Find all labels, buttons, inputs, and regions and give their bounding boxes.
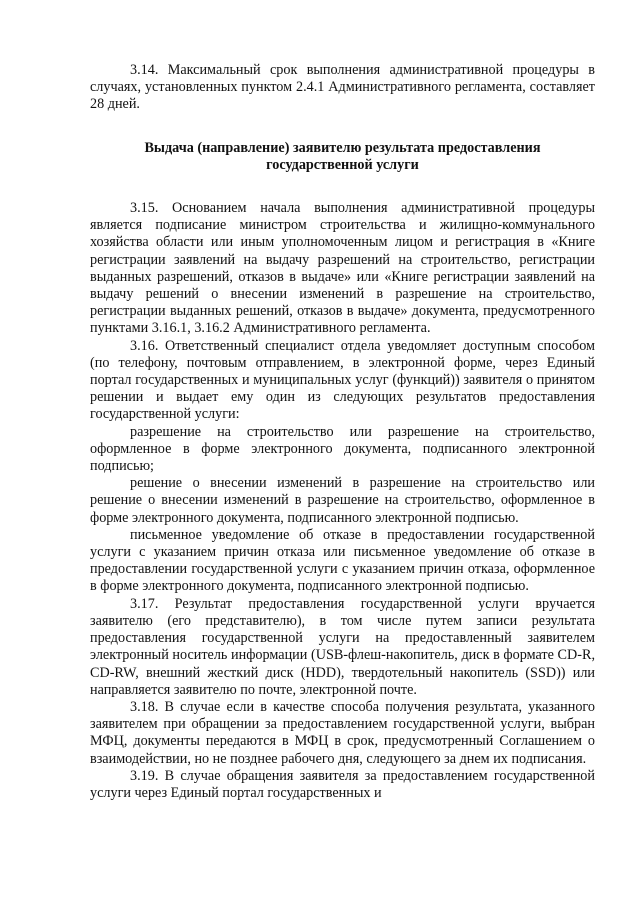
paragraph-3-17: 3.17. Результат предоставления государственной услуги вручается заявителю (его представителю), в том числе путем записи результата предоставления государственной услуги на предоставленный заявителем электронный носитель информации (USB-флеш-накопитель, диск в формате CD-R, CD-RW, внешний жесткий диск (HDD), твердотельный накопитель (SSD)) или направляется заявителю по почте, электронной почте.	[90, 595, 595, 698]
paragraph-3-16-item-permit: разрешение на строительство или разрешение на строительство, оформленное в форме электронного документа, подписанного электронной подписью;	[90, 423, 595, 475]
paragraph-3-14: 3.14. Максимальный срок выполнения административной процедуры в случаях, установленных пунктом 2.4.1 Административного регламента, составляет 28 дней.	[90, 62, 595, 113]
document-page	[90, 62, 595, 802]
paragraph-3-16-item-refusal: письменное уведомление об отказе в предоставлении государственной услуги с указанием причин отказа или письменное уведомление об отказе в предоставлении государственной услуги с указанием причин отказа, оформленное в форме электронного документа, подписанного электронной подписью.	[90, 526, 595, 595]
paragraph-3-16: 3.16. Ответственный специалист отдела уведомляет доступным способом (по телефону, почтовым отправлением, в электронной форме, через Единый портал государственных и муниципальных услуг (функций)) заявителя о принятом решении и выдает ему один из следующих результатов предоставления государственной услуги:	[90, 337, 595, 423]
paragraph-3-16-item-amendment: решение о внесении изменений в разрешение на строительство или решение о внесении изменений в разрешение на строительство, оформленное в форме электронного документа, подписанного электронной подписью.	[90, 475, 595, 526]
section-heading: Выдача (направление) заявителю результата предоставления государственной услуги	[144, 139, 541, 173]
paragraph-3-15: 3.15. Основанием начала выполнения административной процедуры является подписание министром строительства и жилищно-коммунального хозяйства области или иным уполномоченным лицом и регистрация в «Книге регистрации заявлений на выдачу разрешений на строительство, регистрации выданных разрешений, отказов в выдаче» или «Книге регистрации заявлений на выдачу решений о внесении изменений в разрешение на строительство, регистрации выданных решений, отказов в выдаче» документа, предусмотренного пунктами 3.16.1, 3.16.2 Административного регламента.	[90, 200, 595, 337]
paragraph-3-18: 3.18. В случае если в качестве способа получения результата, указанного заявителем при обращении за предоставлением государственной услуги, выбран МФЦ, документы передаются в МФЦ в срок, предусмотренный Соглашением о взаимодействии, но не позднее рабочего дня, следующего за днем их подписания.	[90, 698, 595, 767]
paragraph-3-19: 3.19. В случае обращения заявителя за предоставлением государственной услуги через Единый портал государственных и	[90, 767, 595, 801]
